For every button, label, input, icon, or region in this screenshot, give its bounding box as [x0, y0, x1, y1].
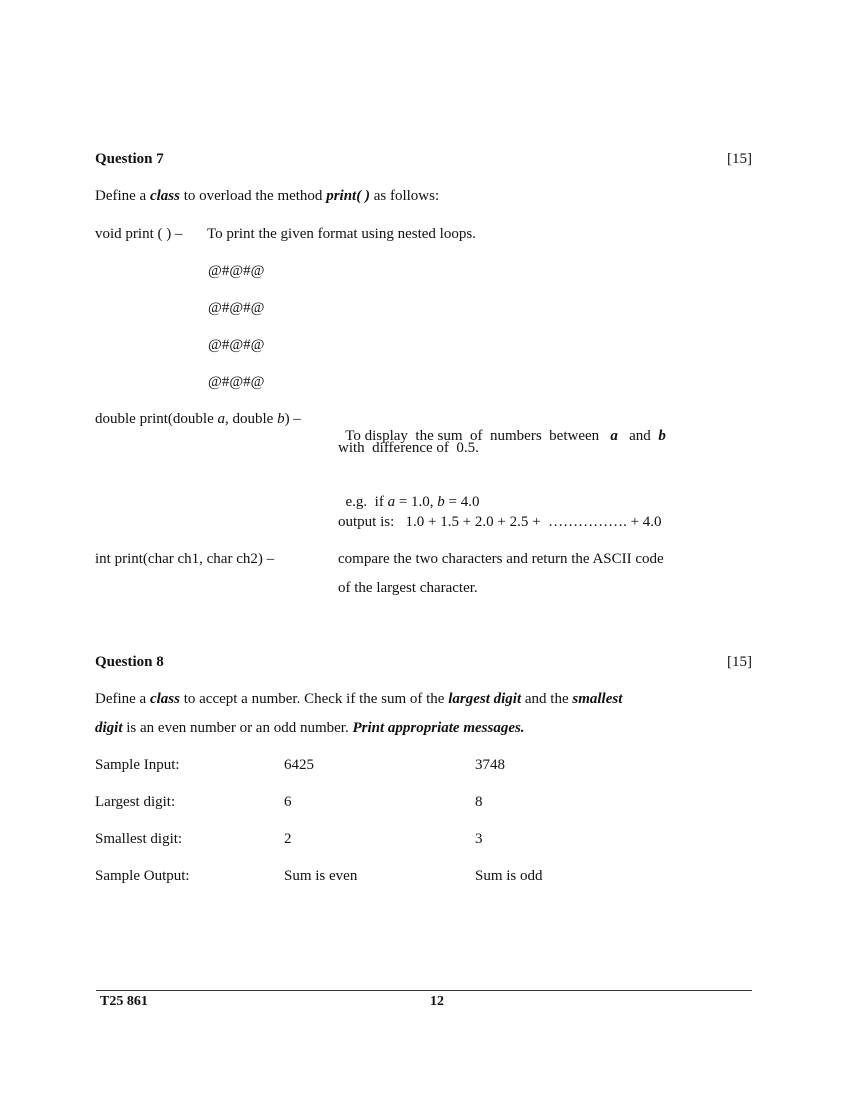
table-row-label: Largest digit:: [95, 794, 176, 810]
table-row-value-1: 6425: [284, 757, 314, 773]
pattern-row: @#@#@: [208, 263, 265, 279]
q7-intro: [95, 188, 439, 205]
footer-page-number: 12: [430, 994, 444, 1009]
q8-line1-and: and the: [521, 691, 573, 707]
double-print-description-2: with difference of 0.5.: [338, 440, 479, 456]
pattern-row: @#@#@: [208, 374, 265, 390]
q8-line1-pre: Define a: [95, 691, 150, 707]
table-row-value-1: 6: [284, 794, 292, 810]
q7-marks: [15]: [727, 151, 752, 167]
example-a: a: [387, 494, 396, 510]
table-row-value-2: Sum is odd: [475, 868, 543, 884]
table-row-label: Sample Output:: [95, 868, 190, 884]
footer-divider: [96, 990, 752, 991]
q7-title: Question 7: [95, 151, 164, 167]
q8-line1-class: class: [149, 691, 180, 707]
double-desc-a: a: [610, 428, 618, 444]
q8-line2-print: Print appropriate messages.: [352, 720, 525, 736]
example-b: b: [437, 494, 445, 510]
double-sig-post: ) –: [284, 411, 301, 427]
q7-intro-class: class: [149, 188, 180, 204]
q7-intro-method: print( ): [326, 188, 370, 204]
example-mid: = 1.0,: [395, 494, 438, 510]
table-row-value-2: 8: [475, 794, 483, 810]
double-desc-b: b: [658, 428, 666, 444]
double-desc-pre: To display the sum of numbers between: [345, 428, 611, 444]
q8-text-line-1: [95, 691, 622, 708]
q7-intro-pre: Define a: [95, 188, 150, 204]
example-line: [338, 477, 480, 511]
double-sig-b: b: [277, 411, 285, 427]
table-row-label: Sample Input:: [95, 757, 180, 773]
q8-line1-mid: to accept a number. Check if the sum of the: [179, 691, 449, 707]
double-sig-a: a: [217, 411, 225, 427]
pattern-row: @#@#@: [208, 337, 265, 353]
q8-title: Question 8: [95, 654, 164, 670]
example-post: = 4.0: [444, 494, 480, 510]
footer-paper-code: T25 861: [100, 994, 148, 1009]
table-row-value-2: 3748: [475, 757, 505, 773]
int-print-description-2: of the largest character.: [338, 580, 478, 596]
double-sig-pre: double print(double: [95, 411, 218, 427]
pattern-row: @#@#@: [208, 300, 265, 316]
void-print-signature: void print ( ) –: [95, 226, 183, 242]
q8-text-line-2: [95, 720, 525, 737]
table-row-value-1: Sum is even: [284, 868, 358, 884]
q8-line1-smallest: smallest: [572, 691, 623, 707]
void-print-description: To print the given format using nested loops.: [207, 226, 476, 242]
double-print-signature: [95, 411, 301, 428]
example-pre: e.g. if: [345, 494, 388, 510]
q7-intro-mid: to overload the method: [179, 188, 327, 204]
q8-line1-largest: largest digit: [448, 691, 522, 707]
table-row-label: Smallest digit:: [95, 831, 183, 847]
q7-intro-post: as follows:: [369, 188, 440, 204]
q8-line2-mid: is an even number or an odd number.: [122, 720, 353, 736]
int-print-description-1: compare the two characters and return the ASCII code: [338, 551, 664, 567]
q8-marks: [15]: [727, 654, 752, 670]
q8-line2-digit: digit: [95, 720, 123, 736]
table-row-value-2: 3: [475, 831, 483, 847]
output-line: output is: 1.0 + 1.5 + 2.0 + 2.5 + ……………. + 4.0: [338, 514, 662, 530]
double-desc-mid: and: [617, 428, 659, 444]
int-print-signature: int print(char ch1, char ch2) –: [95, 551, 275, 567]
table-row-value-1: 2: [284, 831, 292, 847]
double-sig-mid: , double: [224, 411, 278, 427]
